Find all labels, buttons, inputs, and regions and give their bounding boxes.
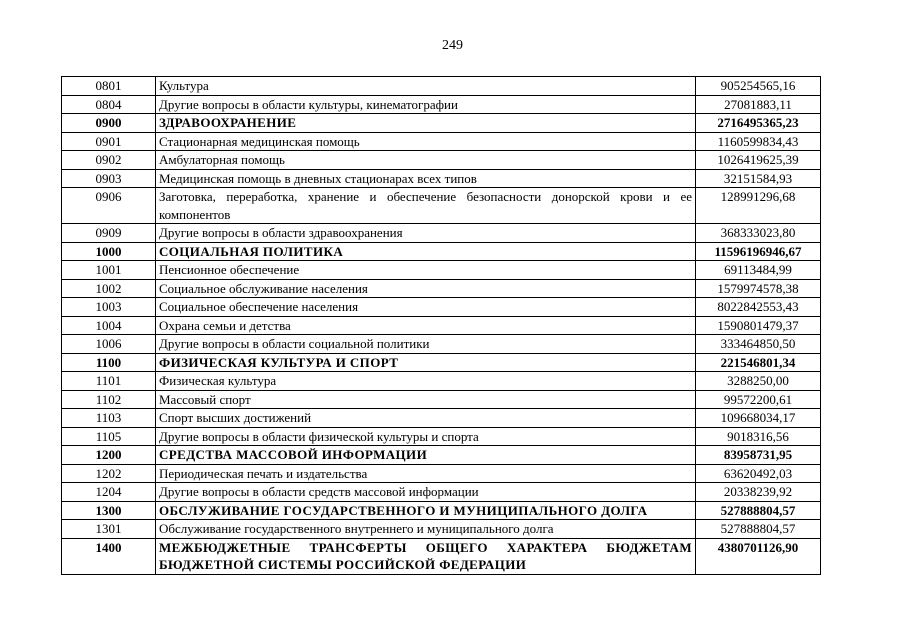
- row-name: Другие вопросы в области культуры, кинематографии: [156, 95, 696, 114]
- budget-table-body: [62, 77, 821, 575]
- table-section-row: [62, 114, 821, 133]
- row-code: 0900: [62, 114, 156, 133]
- row-code: 0902: [62, 151, 156, 170]
- row-sum: 83958731,95: [696, 446, 821, 465]
- table-row: [62, 132, 821, 151]
- row-sum: 63620492,03: [696, 464, 821, 483]
- row-name: Заготовка, переработка, хранение и обеспечение безопасности донорской крови и ее компонентов: [156, 188, 696, 224]
- row-code: 0901: [62, 132, 156, 151]
- row-sum: 333464850,50: [696, 335, 821, 354]
- row-name: Другие вопросы в области средств массовой информации: [156, 483, 696, 502]
- row-code: 1300: [62, 501, 156, 520]
- row-sum: 4380701126,90: [696, 538, 821, 574]
- row-name: Социальное обеспечение населения: [156, 298, 696, 317]
- row-name: Стационарная медицинская помощь: [156, 132, 696, 151]
- row-code: 1102: [62, 390, 156, 409]
- row-sum: 368333023,80: [696, 224, 821, 243]
- row-code: 1202: [62, 464, 156, 483]
- row-name: Спорт высших достижений: [156, 409, 696, 428]
- table-row: [62, 427, 821, 446]
- row-name: МЕЖБЮДЖЕТНЫЕ ТРАНСФЕРТЫ ОБЩЕГО ХАРАКТЕРА БЮДЖЕТАМ БЮДЖЕТНОЙ СИСТЕМЫ РОССИЙСКОЙ ФЕДЕРАЦИИ: [156, 538, 696, 574]
- table-row: [62, 409, 821, 428]
- row-name: Пенсионное обеспечение: [156, 261, 696, 280]
- table-row: [62, 77, 821, 96]
- table-row: [62, 390, 821, 409]
- row-sum: 27081883,11: [696, 95, 821, 114]
- row-sum: 1590801479,37: [696, 316, 821, 335]
- table-section-row: [62, 446, 821, 465]
- row-code: 1103: [62, 409, 156, 428]
- row-code: 1004: [62, 316, 156, 335]
- row-name: СРЕДСТВА МАССОВОЙ ИНФОРМАЦИИ: [156, 446, 696, 465]
- row-name: Амбулаторная помощь: [156, 151, 696, 170]
- row-name: ЗДРАВООХРАНЕНИЕ: [156, 114, 696, 133]
- row-name: Периодическая печать и издательства: [156, 464, 696, 483]
- row-sum: 128991296,68: [696, 188, 821, 224]
- table-row: [62, 464, 821, 483]
- row-name: Охрана семьи и детства: [156, 316, 696, 335]
- row-name: Медицинская помощь в дневных стационарах всех типов: [156, 169, 696, 188]
- table-row: [62, 335, 821, 354]
- row-sum: 1160599834,43: [696, 132, 821, 151]
- row-sum: 527888804,57: [696, 520, 821, 539]
- row-sum: 69113484,99: [696, 261, 821, 280]
- row-code: 1002: [62, 279, 156, 298]
- row-name: Другие вопросы в области физической культуры и спорта: [156, 427, 696, 446]
- row-code: 1006: [62, 335, 156, 354]
- table-row: [62, 520, 821, 539]
- row-code: 0801: [62, 77, 156, 96]
- row-sum: 527888804,57: [696, 501, 821, 520]
- row-name: СОЦИАЛЬНАЯ ПОЛИТИКА: [156, 242, 696, 261]
- row-name: Физическая культура: [156, 372, 696, 391]
- table-section-row: [62, 353, 821, 372]
- table-section-row: [62, 538, 821, 574]
- row-name: Культура: [156, 77, 696, 96]
- table-section-row: [62, 501, 821, 520]
- table-row: [62, 95, 821, 114]
- table-row: [62, 298, 821, 317]
- row-sum: 3288250,00: [696, 372, 821, 391]
- table-row: [62, 316, 821, 335]
- row-name: Другие вопросы в области здравоохранения: [156, 224, 696, 243]
- row-code: 1400: [62, 538, 156, 574]
- row-code: 0906: [62, 188, 156, 224]
- table-row: [62, 188, 821, 224]
- row-sum: 109668034,17: [696, 409, 821, 428]
- table-row: [62, 372, 821, 391]
- table-row: [62, 169, 821, 188]
- row-name: Массовый спорт: [156, 390, 696, 409]
- row-sum: 2716495365,23: [696, 114, 821, 133]
- row-sum: 8022842553,43: [696, 298, 821, 317]
- row-code: 1200: [62, 446, 156, 465]
- row-sum: 99572200,61: [696, 390, 821, 409]
- row-code: 1101: [62, 372, 156, 391]
- row-sum: 1579974578,38: [696, 279, 821, 298]
- table-section-row: [62, 242, 821, 261]
- table-row: [62, 224, 821, 243]
- page-number: 249: [442, 38, 463, 53]
- row-sum: 905254565,16: [696, 77, 821, 96]
- row-name: ФИЗИЧЕСКАЯ КУЛЬТУРА И СПОРТ: [156, 353, 696, 372]
- table-row: [62, 261, 821, 280]
- table-row: [62, 151, 821, 170]
- row-sum: 20338239,92: [696, 483, 821, 502]
- row-code: 1003: [62, 298, 156, 317]
- row-code: 0804: [62, 95, 156, 114]
- row-code: 1001: [62, 261, 156, 280]
- row-code: 1100: [62, 353, 156, 372]
- table-row: [62, 279, 821, 298]
- row-code: 1000: [62, 242, 156, 261]
- row-code: 1301: [62, 520, 156, 539]
- row-sum: 11596196946,67: [696, 242, 821, 261]
- row-name: Другие вопросы в области социальной политики: [156, 335, 696, 354]
- row-code: 1105: [62, 427, 156, 446]
- table-row: [62, 483, 821, 502]
- row-name: Социальное обслуживание населения: [156, 279, 696, 298]
- row-code: 0903: [62, 169, 156, 188]
- row-name: Обслуживание государственного внутреннего и муниципального долга: [156, 520, 696, 539]
- row-code: 0909: [62, 224, 156, 243]
- row-sum: 32151584,93: [696, 169, 821, 188]
- row-code: 1204: [62, 483, 156, 502]
- row-sum: 9018316,56: [696, 427, 821, 446]
- row-sum: 221546801,34: [696, 353, 821, 372]
- row-sum: 1026419625,39: [696, 151, 821, 170]
- row-name: ОБСЛУЖИВАНИЕ ГОСУДАРСТВЕННОГО И МУНИЦИПАЛЬНОГО ДОЛГА: [156, 501, 696, 520]
- budget-table: [61, 76, 821, 575]
